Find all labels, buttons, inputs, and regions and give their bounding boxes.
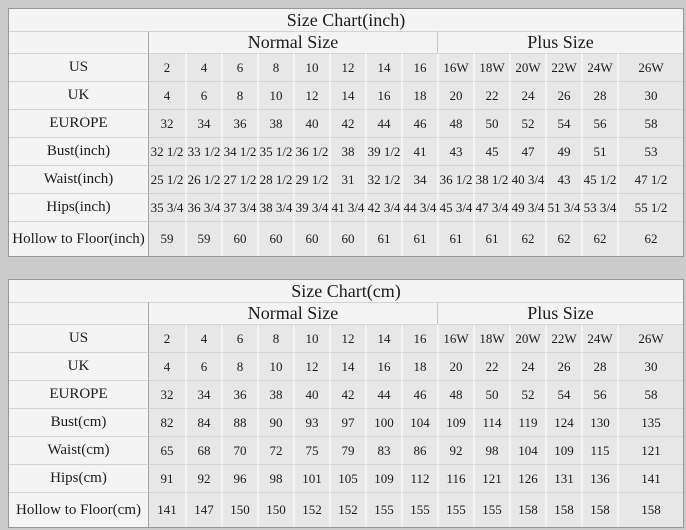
- table-cell: 12: [293, 352, 329, 380]
- table-cell: 79: [329, 436, 365, 464]
- table-cell: 42: [329, 380, 365, 408]
- row-label: US: [9, 324, 149, 352]
- corner-cell: [9, 31, 149, 53]
- table-cell: 43: [545, 165, 581, 193]
- table-cell: 98: [473, 436, 509, 464]
- table-cell: 155: [437, 492, 473, 527]
- table-cell: 54: [545, 109, 581, 137]
- size-table: [8, 279, 684, 528]
- table-cell: 36: [221, 380, 257, 408]
- table-cell: 152: [293, 492, 329, 527]
- table-cell: 55 1/2: [617, 193, 683, 221]
- table-cell: 16: [365, 81, 401, 109]
- table-row: [9, 221, 683, 256]
- table-cell: 61: [473, 221, 509, 256]
- table-cell: 126: [509, 464, 545, 492]
- table-cell: 31: [329, 165, 365, 193]
- table-cell: 70: [221, 436, 257, 464]
- table-cell: 26W: [617, 324, 683, 352]
- table-cell: 24: [509, 81, 545, 109]
- table-cell: 43: [437, 137, 473, 165]
- table-cell: 34 1/2: [221, 137, 257, 165]
- table-cell: 54: [545, 380, 581, 408]
- table-cell: 10: [293, 53, 329, 81]
- table-cell: 61: [365, 221, 401, 256]
- table-cell: 52: [509, 109, 545, 137]
- table-cell: 136: [581, 464, 617, 492]
- table-cell: 42: [329, 109, 365, 137]
- table-cell: 96: [221, 464, 257, 492]
- table-cell: 130: [581, 408, 617, 436]
- table-cell: 25 1/2: [149, 165, 185, 193]
- table-cell: 8: [221, 81, 257, 109]
- row-label: UK: [9, 352, 149, 380]
- table-cell: 34: [401, 165, 437, 193]
- table-row: [9, 352, 683, 380]
- table-cell: 16W: [437, 324, 473, 352]
- table-cell: 20: [437, 81, 473, 109]
- table-cell: 135: [617, 408, 683, 436]
- table-cell: 35 1/2: [257, 137, 293, 165]
- table-cell: 59: [149, 221, 185, 256]
- table-cell: 26W: [617, 53, 683, 81]
- table-cell: 22W: [545, 53, 581, 81]
- table-row: [9, 380, 683, 408]
- column-group-normal-size: Normal Size: [149, 31, 437, 53]
- row-label: Hollow to Floor(cm): [9, 492, 149, 527]
- table-cell: 14: [329, 352, 365, 380]
- table-cell: 115: [581, 436, 617, 464]
- table-cell: 12: [329, 53, 365, 81]
- table-cell: 14: [329, 81, 365, 109]
- table-cell: 14: [365, 53, 401, 81]
- table-cell: 22: [473, 352, 509, 380]
- row-label: US: [9, 53, 149, 81]
- table-cell: 51 3/4: [545, 193, 581, 221]
- table-cell: 48: [437, 380, 473, 408]
- table-row: [9, 137, 683, 165]
- table-cell: 10: [257, 81, 293, 109]
- table-cell: 30: [617, 81, 683, 109]
- table-cell: 58: [617, 380, 683, 408]
- row-label: Waist(cm): [9, 436, 149, 464]
- table-cell: 100: [365, 408, 401, 436]
- table-cell: 45: [473, 137, 509, 165]
- table-cell: 104: [509, 436, 545, 464]
- table-cell: 83: [365, 436, 401, 464]
- table-cell: 28: [581, 81, 617, 109]
- table-cell: 30: [617, 352, 683, 380]
- table-row: [9, 193, 683, 221]
- table-cell: 26: [545, 81, 581, 109]
- table-cell: 59: [185, 221, 221, 256]
- table-cell: 88: [221, 408, 257, 436]
- table-cell: 16W: [437, 53, 473, 81]
- table-cell: 33 1/2: [185, 137, 221, 165]
- table-cell: 36 1/2: [293, 137, 329, 165]
- table-cell: 12: [329, 324, 365, 352]
- table-cell: 112: [401, 464, 437, 492]
- table-cell: 92: [185, 464, 221, 492]
- table-cell: 84: [185, 408, 221, 436]
- table-cell: 40: [293, 109, 329, 137]
- table-cell: 42 3/4: [365, 193, 401, 221]
- table-cell: 37 3/4: [221, 193, 257, 221]
- table-cell: 40 3/4: [509, 165, 545, 193]
- table-cell: 8: [257, 53, 293, 81]
- table-cell: 4: [185, 53, 221, 81]
- table-row: [9, 81, 683, 109]
- table-cell: 50: [473, 109, 509, 137]
- table-cell: 52: [509, 380, 545, 408]
- row-label: Hips(cm): [9, 464, 149, 492]
- table-cell: 53: [617, 137, 683, 165]
- table-cell: 4: [149, 81, 185, 109]
- corner-cell: [9, 302, 149, 324]
- table-cell: 158: [509, 492, 545, 527]
- table-cell: 35 3/4: [149, 193, 185, 221]
- table-cell: 62: [545, 221, 581, 256]
- table-cell: 62: [617, 221, 683, 256]
- row-label: UK: [9, 81, 149, 109]
- row-label: Bust(cm): [9, 408, 149, 436]
- table-cell: 119: [509, 408, 545, 436]
- table-cell: 10: [293, 324, 329, 352]
- table-cell: 158: [617, 492, 683, 527]
- table-cell: 155: [365, 492, 401, 527]
- table-cell: 26: [545, 352, 581, 380]
- table-cell: 22: [473, 81, 509, 109]
- table-cell: 150: [221, 492, 257, 527]
- table-cell: 4: [185, 324, 221, 352]
- table-cell: 2: [149, 324, 185, 352]
- table-cell: 36 3/4: [185, 193, 221, 221]
- table-cell: 2: [149, 53, 185, 81]
- table-cell: 62: [581, 221, 617, 256]
- table-title: Size Chart(inch): [9, 9, 683, 31]
- table-cell: 20W: [509, 53, 545, 81]
- table-cell: 121: [473, 464, 509, 492]
- table-cell: 75: [293, 436, 329, 464]
- size-table: [8, 8, 684, 257]
- table-cell: 50: [473, 380, 509, 408]
- table-cell: 158: [581, 492, 617, 527]
- table-row: [9, 324, 683, 352]
- table-cell: 155: [473, 492, 509, 527]
- table-row: [9, 492, 683, 527]
- size-chart-cm-table: [8, 279, 686, 528]
- table-cell: 93: [293, 408, 329, 436]
- table-cell: 61: [437, 221, 473, 256]
- table-cell: 24W: [581, 324, 617, 352]
- column-group-plus-size: Plus Size: [437, 31, 683, 53]
- table-cell: 32 1/2: [365, 165, 401, 193]
- table-cell: 60: [257, 221, 293, 256]
- table-cell: 18W: [473, 53, 509, 81]
- table-cell: 56: [581, 380, 617, 408]
- size-chart-inch-table: [8, 8, 686, 257]
- row-label: Waist(inch): [9, 165, 149, 193]
- table-cell: 45 3/4: [437, 193, 473, 221]
- table-cell: 109: [545, 436, 581, 464]
- table-cell: 36: [221, 109, 257, 137]
- table-cell: 51: [581, 137, 617, 165]
- table-cell: 38 3/4: [257, 193, 293, 221]
- table-cell: 24W: [581, 53, 617, 81]
- table-cell: 29 1/2: [293, 165, 329, 193]
- table-cell: 41 3/4: [329, 193, 365, 221]
- table-cell: 124: [545, 408, 581, 436]
- table-cell: 22W: [545, 324, 581, 352]
- row-label: Hips(inch): [9, 193, 149, 221]
- table-cell: 38: [257, 380, 293, 408]
- table-cell: 6: [221, 324, 257, 352]
- table-cell: 45 1/2: [581, 165, 617, 193]
- table-cell: 97: [329, 408, 365, 436]
- table-cell: 16: [401, 53, 437, 81]
- table-cell: 44: [365, 109, 401, 137]
- table-cell: 39 3/4: [293, 193, 329, 221]
- table-cell: 47 3/4: [473, 193, 509, 221]
- table-cell: 36 1/2: [437, 165, 473, 193]
- table-cell: 8: [257, 324, 293, 352]
- table-cell: 12: [293, 81, 329, 109]
- table-cell: 56: [581, 109, 617, 137]
- table-cell: 53 3/4: [581, 193, 617, 221]
- table-cell: 41: [401, 137, 437, 165]
- column-group-row: [9, 31, 683, 53]
- table-cell: 131: [545, 464, 581, 492]
- table-cell: 60: [293, 221, 329, 256]
- row-label: EUROPE: [9, 109, 149, 137]
- table-row: [9, 408, 683, 436]
- table-cell: 32 1/2: [149, 137, 185, 165]
- table-cell: 49 3/4: [509, 193, 545, 221]
- table-cell: 141: [617, 464, 683, 492]
- table-cell: 114: [473, 408, 509, 436]
- table-title: Size Chart(cm): [9, 280, 683, 302]
- table-cell: 46: [401, 109, 437, 137]
- table-cell: 18: [401, 81, 437, 109]
- table-cell: 6: [185, 352, 221, 380]
- table-cell: 98: [257, 464, 293, 492]
- table-cell: 155: [401, 492, 437, 527]
- table-cell: 147: [185, 492, 221, 527]
- table-cell: 27 1/2: [221, 165, 257, 193]
- table-cell: 101: [293, 464, 329, 492]
- table-cell: 105: [329, 464, 365, 492]
- table-cell: 6: [221, 53, 257, 81]
- table-cell: 38 1/2: [473, 165, 509, 193]
- table-cell: 49: [545, 137, 581, 165]
- table-cell: 82: [149, 408, 185, 436]
- table-title-row: [9, 9, 683, 31]
- table-cell: 58: [617, 109, 683, 137]
- table-row: [9, 53, 683, 81]
- table-row: [9, 165, 683, 193]
- table-cell: 16: [401, 324, 437, 352]
- table-cell: 32: [149, 109, 185, 137]
- table-cell: 65: [149, 436, 185, 464]
- table-cell: 109: [365, 464, 401, 492]
- row-label: EUROPE: [9, 380, 149, 408]
- table-cell: 46: [401, 380, 437, 408]
- column-group-plus-size: Plus Size: [437, 302, 683, 324]
- table-cell: 8: [221, 352, 257, 380]
- table-cell: 38: [257, 109, 293, 137]
- table-cell: 48: [437, 109, 473, 137]
- table-cell: 90: [257, 408, 293, 436]
- table-cell: 60: [329, 221, 365, 256]
- table-cell: 34: [185, 380, 221, 408]
- table-row: [9, 464, 683, 492]
- table-cell: 18W: [473, 324, 509, 352]
- table-cell: 39 1/2: [365, 137, 401, 165]
- row-label: Hollow to Floor(inch): [9, 221, 149, 256]
- table-cell: 116: [437, 464, 473, 492]
- table-cell: 14: [365, 324, 401, 352]
- table-cell: 4: [149, 352, 185, 380]
- table-cell: 109: [437, 408, 473, 436]
- table-cell: 60: [221, 221, 257, 256]
- row-label: Bust(inch): [9, 137, 149, 165]
- table-cell: 24: [509, 352, 545, 380]
- table-cell: 18: [401, 352, 437, 380]
- table-cell: 26 1/2: [185, 165, 221, 193]
- table-row: [9, 436, 683, 464]
- table-cell: 86: [401, 436, 437, 464]
- table-cell: 20W: [509, 324, 545, 352]
- table-cell: 38: [329, 137, 365, 165]
- table-cell: 34: [185, 109, 221, 137]
- table-cell: 28: [581, 352, 617, 380]
- table-cell: 152: [329, 492, 365, 527]
- table-cell: 47: [509, 137, 545, 165]
- table-cell: 10: [257, 352, 293, 380]
- table-cell: 40: [293, 380, 329, 408]
- table-cell: 141: [149, 492, 185, 527]
- table-cell: 16: [365, 352, 401, 380]
- table-cell: 150: [257, 492, 293, 527]
- table-cell: 158: [545, 492, 581, 527]
- table-cell: 6: [185, 81, 221, 109]
- table-cell: 121: [617, 436, 683, 464]
- table-cell: 20: [437, 352, 473, 380]
- table-cell: 44: [365, 380, 401, 408]
- table-cell: 72: [257, 436, 293, 464]
- table-cell: 61: [401, 221, 437, 256]
- table-cell: 44 3/4: [401, 193, 437, 221]
- table-cell: 68: [185, 436, 221, 464]
- column-group-normal-size: Normal Size: [149, 302, 437, 324]
- column-group-row: [9, 302, 683, 324]
- table-title-row: [9, 280, 683, 302]
- table-cell: 104: [401, 408, 437, 436]
- table-cell: 32: [149, 380, 185, 408]
- table-cell: 47 1/2: [617, 165, 683, 193]
- table-cell: 92: [437, 436, 473, 464]
- table-cell: 62: [509, 221, 545, 256]
- table-row: [9, 109, 683, 137]
- table-cell: 91: [149, 464, 185, 492]
- table-cell: 28 1/2: [257, 165, 293, 193]
